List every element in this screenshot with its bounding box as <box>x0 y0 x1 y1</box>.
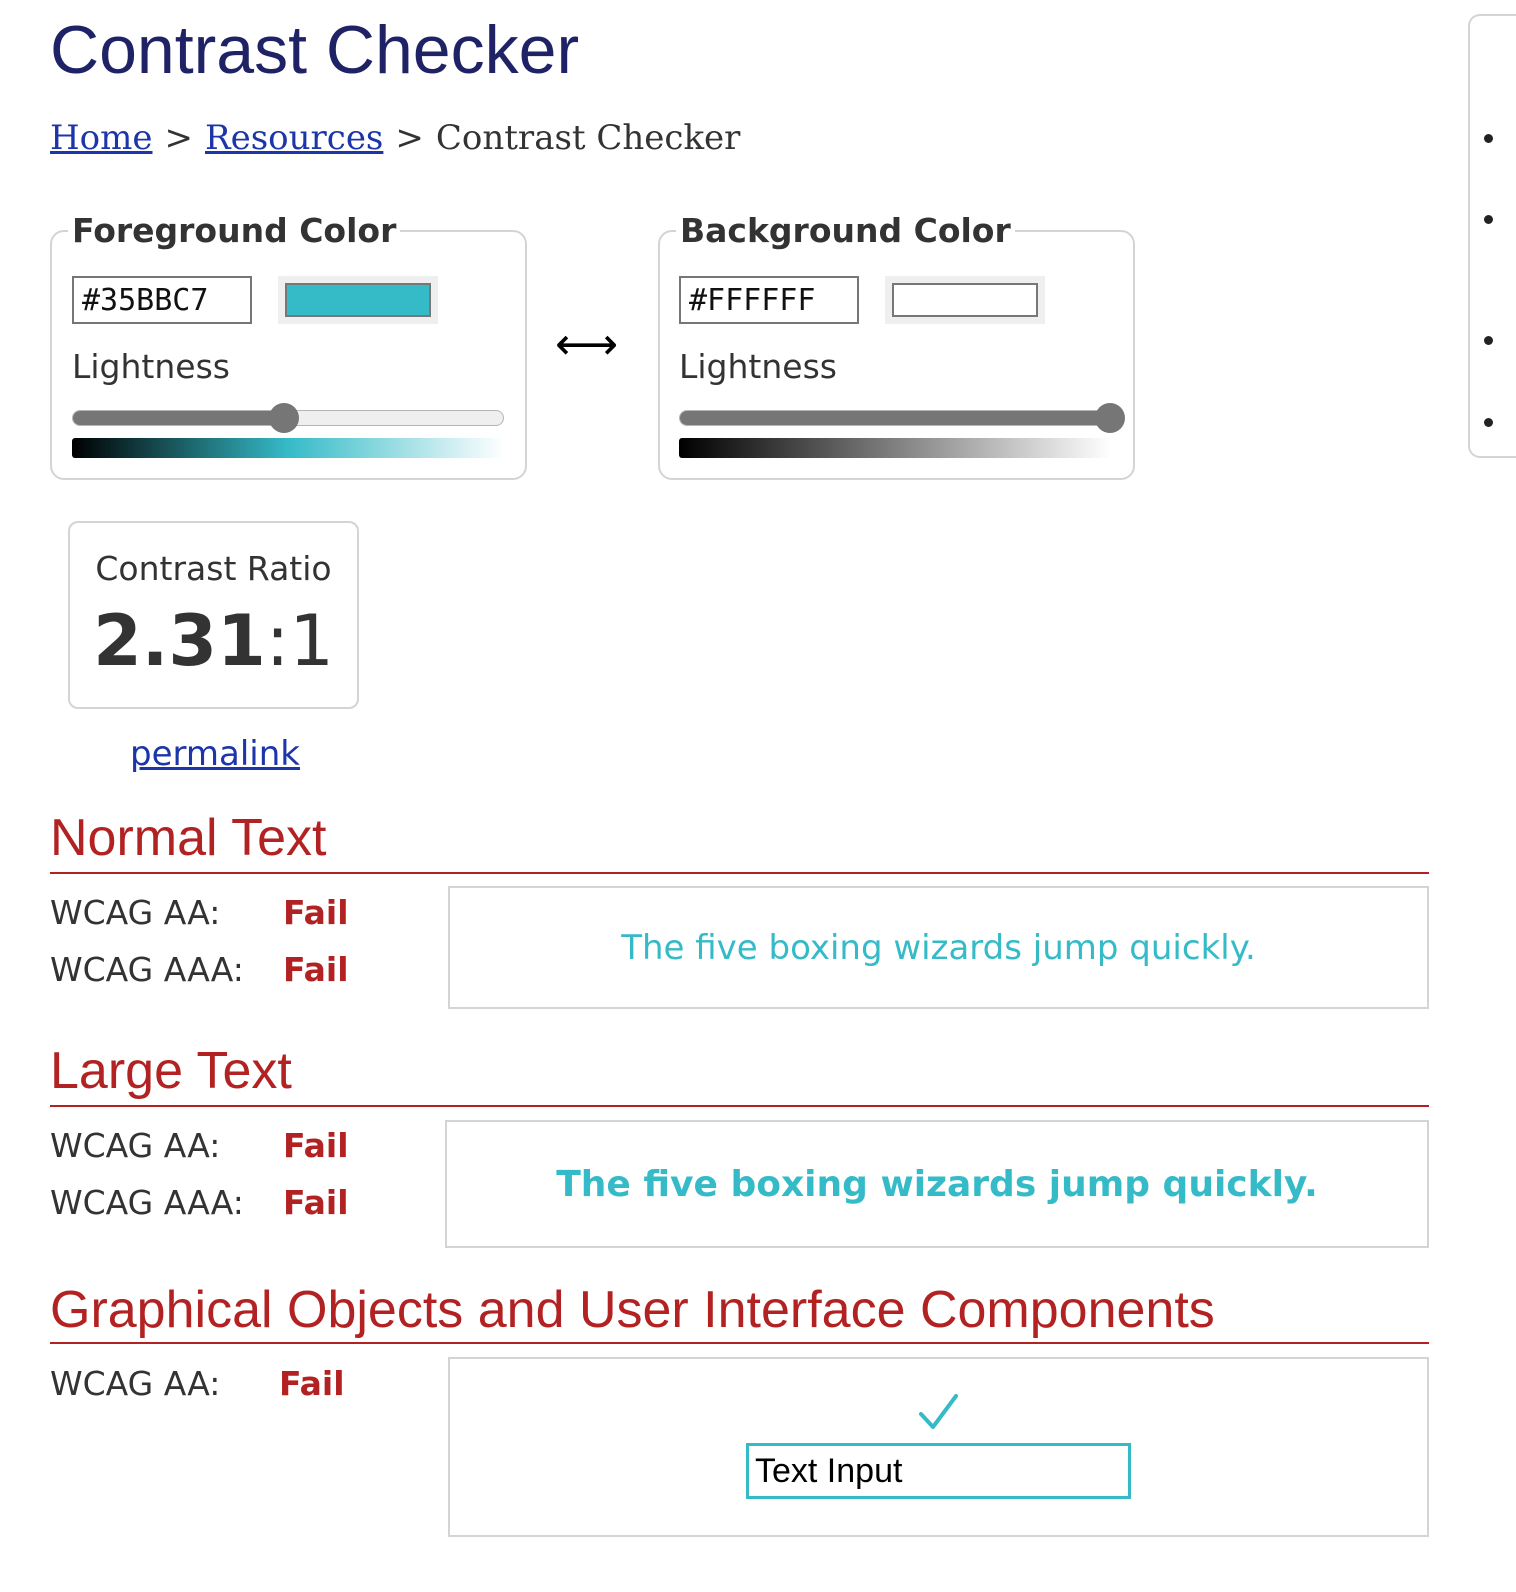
large-aaa-result: Fail <box>283 1183 349 1222</box>
background-lightness-slider[interactable] <box>679 410 1111 426</box>
contrast-ratio-value <box>70 601 357 681</box>
graphical-aa-result: Fail <box>279 1364 345 1403</box>
background-lightness-gradient <box>679 438 1111 458</box>
foreground-lightness-slider[interactable] <box>72 410 504 426</box>
foreground-lightness-label: Lightness <box>72 347 230 386</box>
background-lightness-label: Lightness <box>679 347 837 386</box>
text-input-demo[interactable] <box>746 1443 1131 1499</box>
breadcrumb-home-link[interactable]: Home <box>50 118 153 158</box>
permalink-link[interactable]: permalink <box>130 734 300 774</box>
large-text-preview <box>445 1120 1429 1248</box>
normal-aa-result: Fail <box>283 893 349 932</box>
foreground-slider-fill <box>73 411 284 425</box>
breadcrumb-current: Contrast Checker <box>435 118 741 158</box>
section-divider <box>50 872 1429 874</box>
swap-arrows-icon[interactable]: ⟷ <box>555 319 619 370</box>
normal-aaa-result: Fail <box>283 950 349 989</box>
normal-text-heading: Normal Text <box>50 809 327 867</box>
background-hex-input[interactable] <box>679 276 859 324</box>
checkmark-icon <box>916 1390 960 1434</box>
bullet-dot <box>1484 336 1493 345</box>
contrast-ratio-label: Contrast Ratio <box>95 549 332 588</box>
foreground-slider-thumb[interactable] <box>269 403 299 433</box>
section-divider <box>50 1342 1429 1344</box>
side-panel <box>1468 14 1516 458</box>
background-swatch <box>892 283 1038 317</box>
large-text-heading: Large Text <box>50 1042 292 1100</box>
background-slider-fill <box>680 411 1110 425</box>
breadcrumb <box>50 112 740 164</box>
large-aa-label: WCAG AA: <box>50 1126 221 1165</box>
foreground-hex-input[interactable] <box>72 276 252 324</box>
graphical-objects-heading: Graphical Objects and User Interface Components <box>50 1281 1215 1339</box>
page-title: Contrast Checker <box>50 12 580 88</box>
contrast-ratio-box <box>68 521 359 709</box>
normal-aaa-label: WCAG AAA: <box>50 950 244 989</box>
foreground-lightness-gradient <box>72 438 504 458</box>
graphical-aa-label: WCAG AA: <box>50 1364 221 1403</box>
large-aa-result: Fail <box>283 1126 349 1165</box>
background-slider-thumb[interactable] <box>1095 403 1125 433</box>
contrast-ratio-number: 2.31 <box>93 600 266 682</box>
contrast-ratio-suffix: :1 <box>265 600 334 682</box>
normal-text-preview <box>448 886 1429 1009</box>
normal-text-sample: The five boxing wizards jump quickly. <box>621 927 1256 968</box>
foreground-swatch <box>285 283 431 317</box>
normal-aa-label: WCAG AA: <box>50 893 221 932</box>
bullet-dot <box>1484 134 1493 143</box>
background-color-legend: Background Color <box>680 211 1011 250</box>
section-divider <box>50 1105 1429 1107</box>
bullet-dot <box>1484 418 1493 427</box>
foreground-color-legend: Foreground Color <box>72 211 397 250</box>
foreground-color-picker[interactable] <box>278 276 438 324</box>
breadcrumb-resources-link[interactable]: Resources <box>204 118 384 158</box>
breadcrumb-separator: > <box>395 118 424 158</box>
large-text-sample: The five boxing wizards jump quickly. <box>556 1163 1318 1205</box>
large-aaa-label: WCAG AAA: <box>50 1183 244 1222</box>
bullet-dot <box>1484 215 1493 224</box>
breadcrumb-separator: > <box>164 118 193 158</box>
background-color-picker[interactable] <box>885 276 1045 324</box>
